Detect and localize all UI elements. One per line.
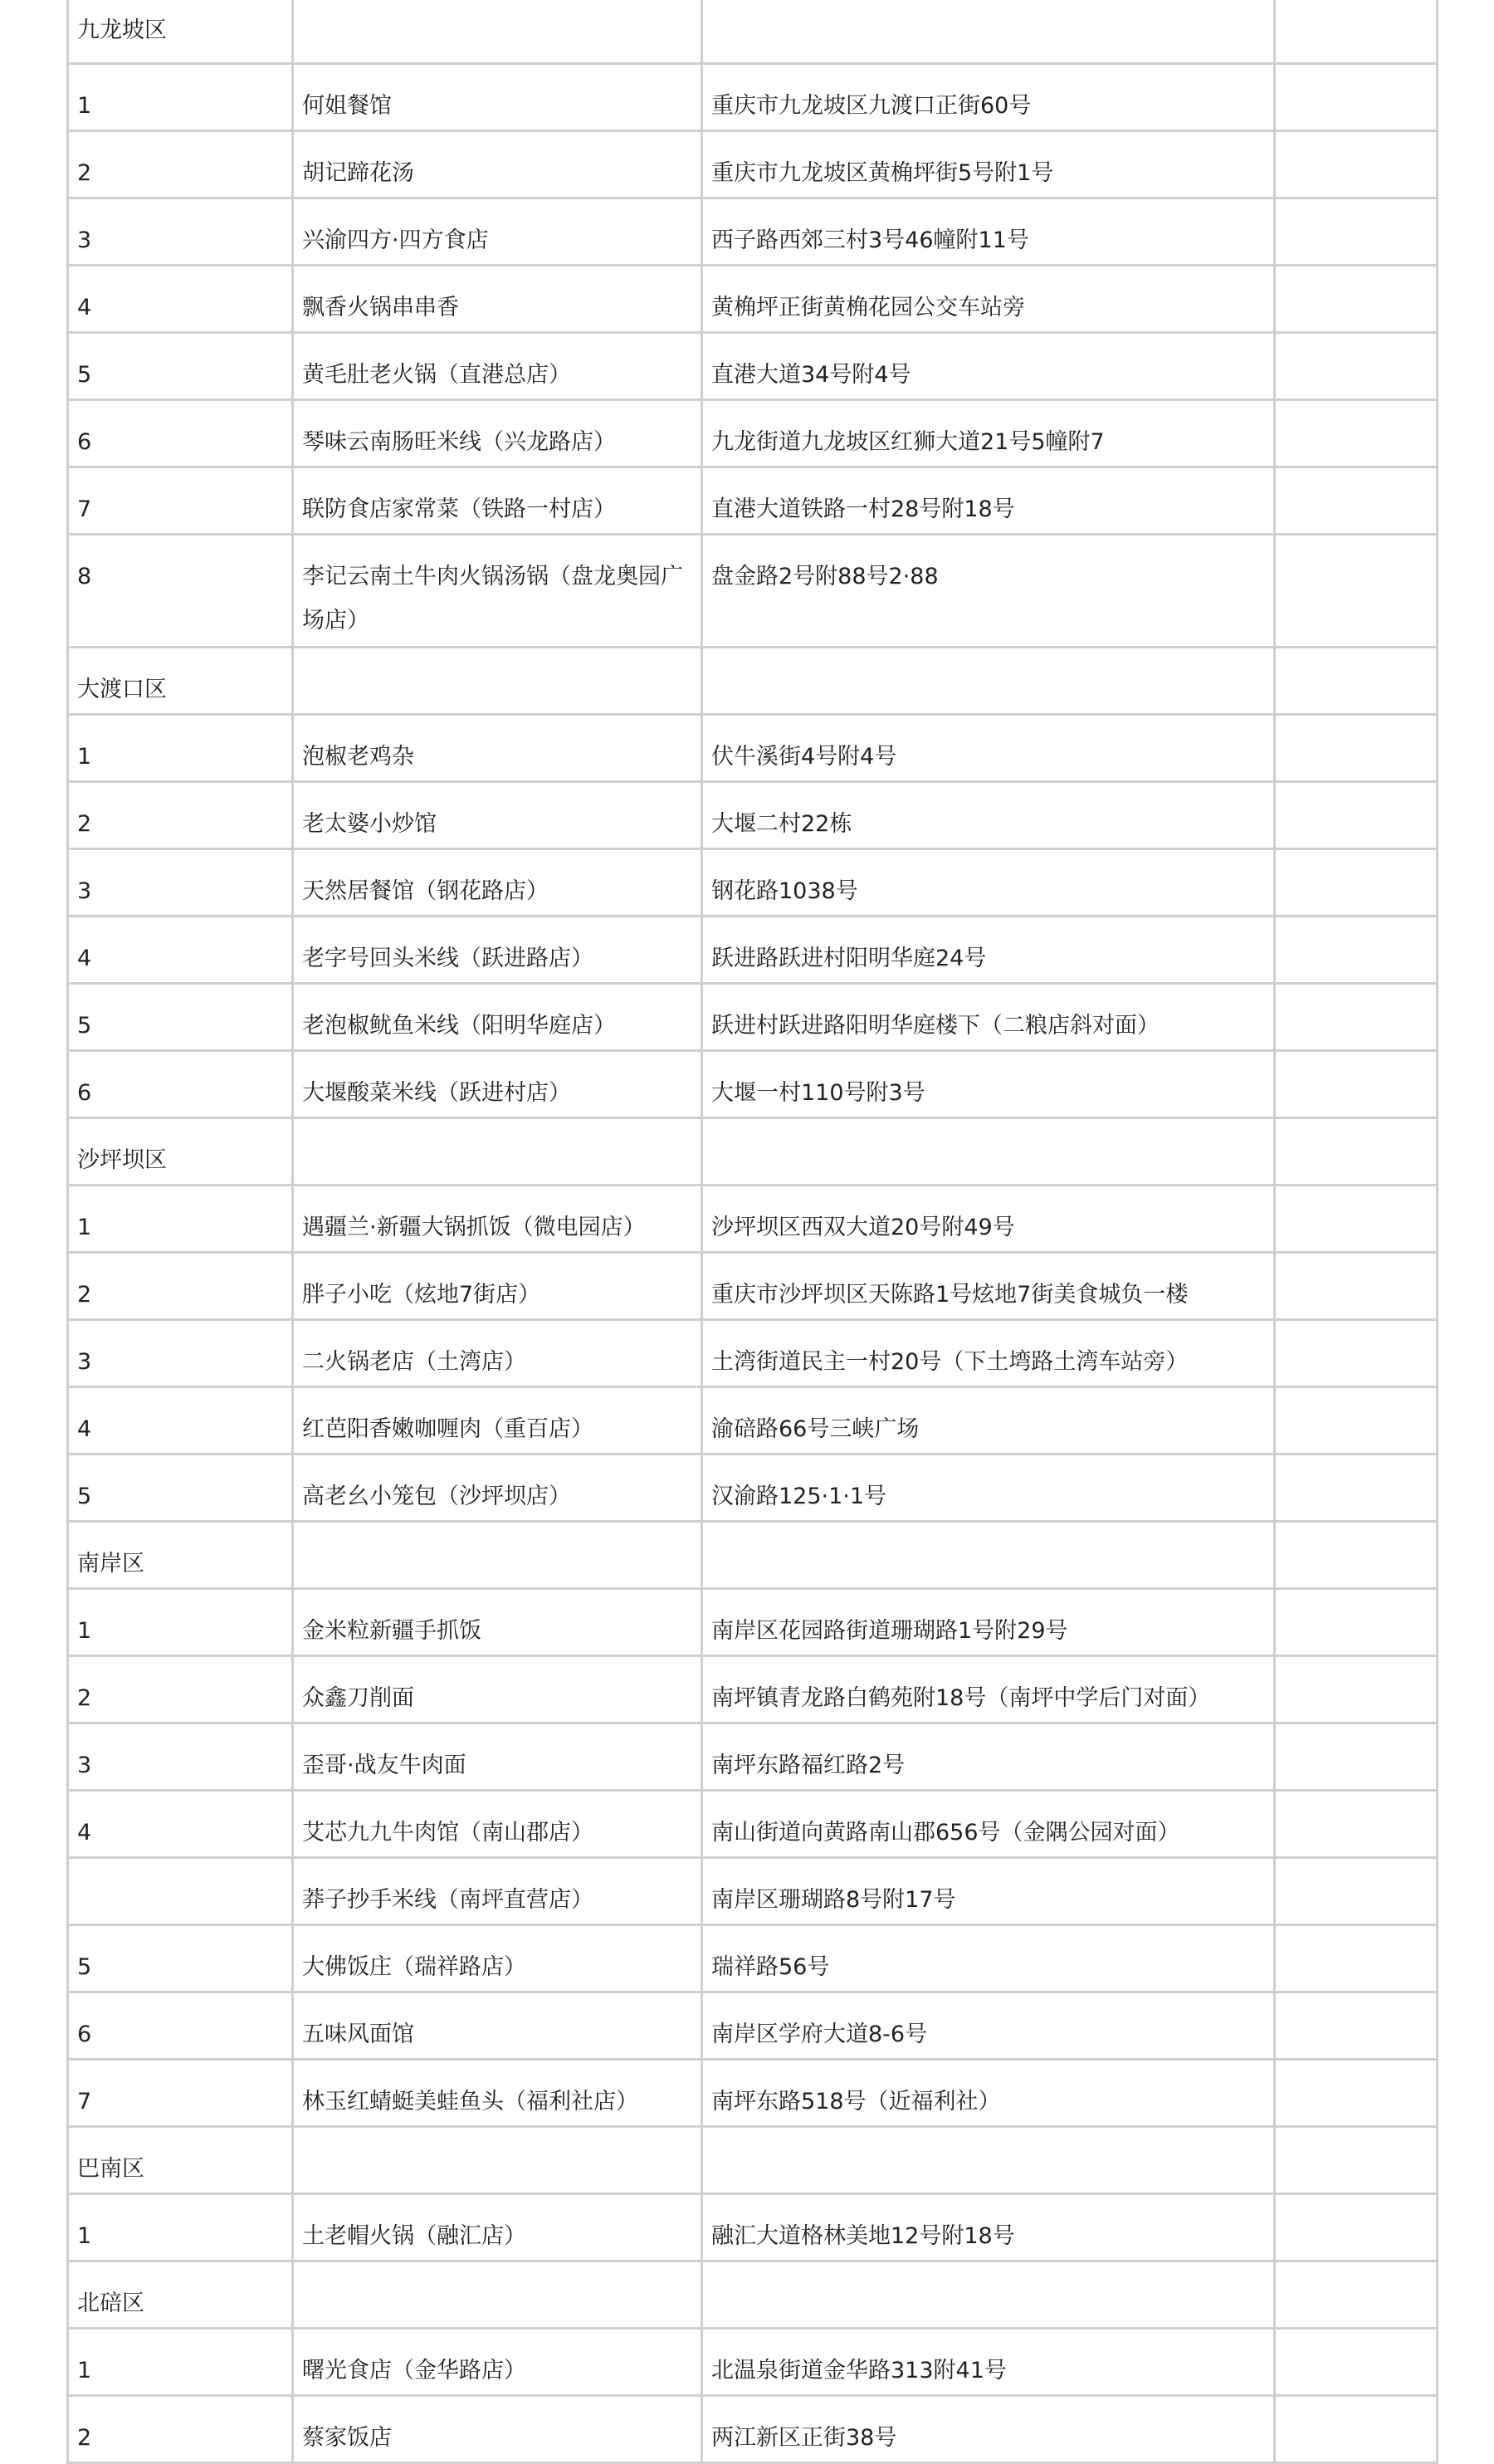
index-cell: 2 <box>68 782 293 849</box>
address-cell: 钢花路1038号 <box>702 849 1275 917</box>
table-row <box>68 1791 1438 1858</box>
note-cell <box>1275 266 1438 333</box>
address-cell: 直港大道34号附4号 <box>702 333 1275 400</box>
restaurant-name-cell: 艾芯九九牛肉馆（南山郡店） <box>293 1791 702 1858</box>
address-cell: 重庆市九龙坡区黄桷坪街5号附1号 <box>702 131 1275 198</box>
index-cell: 1 <box>68 1186 293 1253</box>
table-row <box>68 2060 1438 2127</box>
index-cell: 4 <box>68 1791 293 1858</box>
note-cell <box>1275 1858 1438 1925</box>
empty-cell <box>293 648 702 715</box>
index-cell: 2 <box>68 1253 293 1320</box>
index-cell: 5 <box>68 333 293 400</box>
district-header-row <box>68 1522 1438 1589</box>
district-header-row <box>68 2127 1438 2194</box>
district-name-cell: 北碚区 <box>68 2261 293 2329</box>
empty-cell <box>1275 1118 1438 1186</box>
address-cell: 沙坪坝区西双大道20号附49号 <box>702 1186 1275 1253</box>
note-cell <box>1275 1320 1438 1387</box>
district-name-cell: 沙坪坝区 <box>68 1118 293 1186</box>
restaurant-name-cell: 老泡椒鱿鱼米线（阳明华庭店） <box>293 984 702 1051</box>
address-cell: 直港大道铁路一村28号附18号 <box>702 467 1275 535</box>
note-cell <box>1275 1925 1438 1992</box>
index-cell: 3 <box>68 1723 293 1791</box>
table-row <box>68 333 1438 400</box>
table-row <box>68 1589 1438 1656</box>
table-row <box>68 1387 1438 1454</box>
address-cell: 重庆市沙坪坝区天陈路1号炫地7街美食城负一楼 <box>702 1253 1275 1320</box>
index-cell: 4 <box>68 1387 293 1454</box>
index-cell: 6 <box>68 1051 293 1118</box>
district-name-cell: 巴南区 <box>68 2127 293 2194</box>
index-cell <box>68 1858 293 1925</box>
restaurant-name-cell: 胡记蹄花汤 <box>293 131 702 198</box>
note-cell <box>1275 1992 1438 2060</box>
restaurant-name-cell: 何姐餐馆 <box>293 64 702 131</box>
restaurant-name-cell: 二火锅老店（土湾店） <box>293 1320 702 1387</box>
table-row <box>68 1051 1438 1118</box>
index-cell: 5 <box>68 1454 293 1522</box>
table-row <box>68 400 1438 467</box>
table-row <box>68 1992 1438 2060</box>
empty-cell <box>293 1118 702 1186</box>
restaurant-name-cell: 老太婆小炒馆 <box>293 782 702 849</box>
restaurant-name-cell: 胖子小吃（炫地7街店） <box>293 1253 702 1320</box>
address-cell: 南坪东路福红路2号 <box>702 1723 1275 1791</box>
index-cell: 3 <box>68 849 293 917</box>
empty-cell <box>702 1118 1275 1186</box>
restaurant-name-cell: 金米粒新疆手抓饭 <box>293 1589 702 1656</box>
table-row <box>68 131 1438 198</box>
address-cell: 伏牛溪街4号附4号 <box>702 715 1275 782</box>
note-cell <box>1275 2060 1438 2127</box>
restaurant-name-cell: 联防食店家常菜（铁路一村店） <box>293 467 702 535</box>
index-cell: 2 <box>68 131 293 198</box>
restaurant-name-cell: 琴味云南肠旺米线（兴龙路店） <box>293 400 702 467</box>
restaurant-table-container <box>66 0 1436 2464</box>
note-cell <box>1275 131 1438 198</box>
empty-cell <box>1275 648 1438 715</box>
note-cell <box>1275 64 1438 131</box>
index-cell: 5 <box>68 1925 293 1992</box>
restaurant-name-cell: 土老帽火锅（融汇店） <box>293 2194 702 2261</box>
index-cell: 3 <box>68 1320 293 1387</box>
empty-cell <box>1275 1522 1438 1589</box>
index-cell: 3 <box>68 198 293 266</box>
note-cell <box>1275 198 1438 266</box>
note-cell <box>1275 2194 1438 2261</box>
table-row <box>68 2396 1438 2463</box>
address-cell: 跃进路跃进村阳明华庭24号 <box>702 917 1275 984</box>
note-cell <box>1275 1186 1438 1253</box>
note-cell <box>1275 1387 1438 1454</box>
restaurant-name-cell: 李记云南土牛肉火锅汤锅（盘龙奥园广场店） <box>293 535 702 648</box>
table-row <box>68 782 1438 849</box>
address-cell: 北温泉街道金华路313附41号 <box>702 2329 1275 2396</box>
note-cell <box>1275 984 1438 1051</box>
note-cell <box>1275 1723 1438 1791</box>
address-cell: 南岸区珊瑚路8号附17号 <box>702 1858 1275 1925</box>
address-cell: 南岸区花园路街道珊瑚路1号附29号 <box>702 1589 1275 1656</box>
note-cell <box>1275 2329 1438 2396</box>
note-cell <box>1275 333 1438 400</box>
table-row <box>68 1320 1438 1387</box>
index-cell: 1 <box>68 2329 293 2396</box>
address-cell: 土湾街道民主一村20号（下土塆路土湾车站旁） <box>702 1320 1275 1387</box>
table-row <box>68 715 1438 782</box>
index-cell: 7 <box>68 467 293 535</box>
table-row <box>68 849 1438 917</box>
address-cell: 南山街道向黄路南山郡656号（金隅公园对面） <box>702 1791 1275 1858</box>
restaurant-name-cell: 大堰酸菜米线（跃进村店） <box>293 1051 702 1118</box>
index-cell: 2 <box>68 1656 293 1723</box>
empty-cell <box>702 2127 1275 2194</box>
table-row <box>68 1925 1438 1992</box>
note-cell <box>1275 715 1438 782</box>
restaurant-name-cell: 天然居餐馆（钢花路店） <box>293 849 702 917</box>
note-cell <box>1275 400 1438 467</box>
restaurant-name-cell: 高老幺小笼包（沙坪坝店） <box>293 1454 702 1522</box>
address-cell: 南坪东路518号（近福利社） <box>702 2060 1275 2127</box>
restaurant-table <box>66 0 1438 2464</box>
restaurant-name-cell: 泡椒老鸡杂 <box>293 715 702 782</box>
address-cell: 大堰二村22栋 <box>702 782 1275 849</box>
restaurant-name-cell: 遇疆兰·新疆大锅抓饭（微电园店） <box>293 1186 702 1253</box>
restaurant-name-cell: 老字号回头米线（跃进路店） <box>293 917 702 984</box>
district-header-row <box>68 1118 1438 1186</box>
index-cell: 7 <box>68 2060 293 2127</box>
district-name-cell: 南岸区 <box>68 1522 293 1589</box>
table-row <box>68 64 1438 131</box>
table-row <box>68 2194 1438 2261</box>
table-row <box>68 467 1438 535</box>
index-cell: 4 <box>68 266 293 333</box>
note-cell <box>1275 1656 1438 1723</box>
address-cell: 盘金路2号附88号2·88 <box>702 535 1275 648</box>
address-cell: 两江新区正街38号 <box>702 2396 1275 2463</box>
district-header-row <box>68 648 1438 715</box>
table-row <box>68 1858 1438 1925</box>
index-cell: 1 <box>68 64 293 131</box>
address-cell: 汉渝路125·1·1号 <box>702 1454 1275 1522</box>
address-cell: 南坪镇青龙路白鹤苑附18号（南坪中学后门对面） <box>702 1656 1275 1723</box>
index-cell: 6 <box>68 1992 293 2060</box>
note-cell <box>1275 849 1438 917</box>
address-cell: 九龙街道九龙坡区红狮大道21号5幢附7 <box>702 400 1275 467</box>
index-cell: 2 <box>68 2396 293 2463</box>
note-cell <box>1275 1589 1438 1656</box>
restaurant-name-cell: 莽子抄手米线（南坪直营店） <box>293 1858 702 1925</box>
index-cell: 5 <box>68 984 293 1051</box>
district-name-cell: 大渡口区 <box>68 648 293 715</box>
empty-cell <box>1275 2261 1438 2329</box>
table-row <box>68 2329 1438 2396</box>
note-cell <box>1275 1051 1438 1118</box>
note-cell <box>1275 467 1438 535</box>
empty-cell <box>702 648 1275 715</box>
empty-cell <box>293 2127 702 2194</box>
restaurant-name-cell: 众鑫刀削面 <box>293 1656 702 1723</box>
address-cell: 大堰一村110号附3号 <box>702 1051 1275 1118</box>
restaurant-name-cell: 蔡家饭店 <box>293 2396 702 2463</box>
index-cell: 1 <box>68 715 293 782</box>
district-header-row <box>68 2261 1438 2329</box>
empty-cell <box>1275 2127 1438 2194</box>
note-cell <box>1275 917 1438 984</box>
note-cell <box>1275 1791 1438 1858</box>
note-cell <box>1275 1454 1438 1522</box>
address-cell: 瑞祥路56号 <box>702 1925 1275 1992</box>
note-cell <box>1275 2396 1438 2463</box>
empty-cell <box>293 1522 702 1589</box>
restaurant-name-cell: 飘香火锅串串香 <box>293 266 702 333</box>
table-row <box>68 1656 1438 1723</box>
empty-cell <box>293 0 702 64</box>
empty-cell <box>702 0 1275 64</box>
table-body <box>68 0 1438 2463</box>
table-row <box>68 266 1438 333</box>
district-name-cell: 九龙坡区 <box>68 0 293 64</box>
restaurant-name-cell: 五味风面馆 <box>293 1992 702 2060</box>
restaurant-name-cell: 林玉红蜻蜓美蛙鱼头（福利社店） <box>293 2060 702 2127</box>
address-cell: 渝碚路66号三峡广场 <box>702 1387 1275 1454</box>
address-cell: 南岸区学府大道8-6号 <box>702 1992 1275 2060</box>
note-cell <box>1275 1253 1438 1320</box>
table-row <box>68 535 1438 648</box>
district-header-row <box>68 0 1438 64</box>
index-cell: 6 <box>68 400 293 467</box>
restaurant-name-cell: 红芭阳香嫩咖喱肉（重百店） <box>293 1387 702 1454</box>
address-cell: 黄桷坪正街黄桷花园公交车站旁 <box>702 266 1275 333</box>
table-row <box>68 917 1438 984</box>
index-cell: 1 <box>68 2194 293 2261</box>
restaurant-name-cell: 大佛饭庄（瑞祥路店） <box>293 1925 702 1992</box>
empty-cell <box>702 2261 1275 2329</box>
address-cell: 跃进村跃进路阳明华庭楼下（二粮店斜对面） <box>702 984 1275 1051</box>
empty-cell <box>702 1522 1275 1589</box>
empty-cell <box>293 2261 702 2329</box>
table-row <box>68 198 1438 266</box>
table-row <box>68 1723 1438 1791</box>
address-cell: 西子路西郊三村3号46幢附11号 <box>702 198 1275 266</box>
restaurant-name-cell: 歪哥·战友牛肉面 <box>293 1723 702 1791</box>
address-cell: 重庆市九龙坡区九渡口正街60号 <box>702 64 1275 131</box>
note-cell <box>1275 535 1438 648</box>
table-row <box>68 984 1438 1051</box>
table-row <box>68 1454 1438 1522</box>
restaurant-name-cell: 曙光食店（金华路店） <box>293 2329 702 2396</box>
table-row <box>68 1186 1438 1253</box>
index-cell: 4 <box>68 917 293 984</box>
restaurant-name-cell: 兴渝四方·四方食店 <box>293 198 702 266</box>
index-cell: 8 <box>68 535 293 648</box>
restaurant-name-cell: 黄毛肚老火锅（直港总店） <box>293 333 702 400</box>
index-cell: 1 <box>68 1589 293 1656</box>
address-cell: 融汇大道格林美地12号附18号 <box>702 2194 1275 2261</box>
table-row <box>68 1253 1438 1320</box>
empty-cell <box>1275 0 1438 64</box>
note-cell <box>1275 782 1438 849</box>
